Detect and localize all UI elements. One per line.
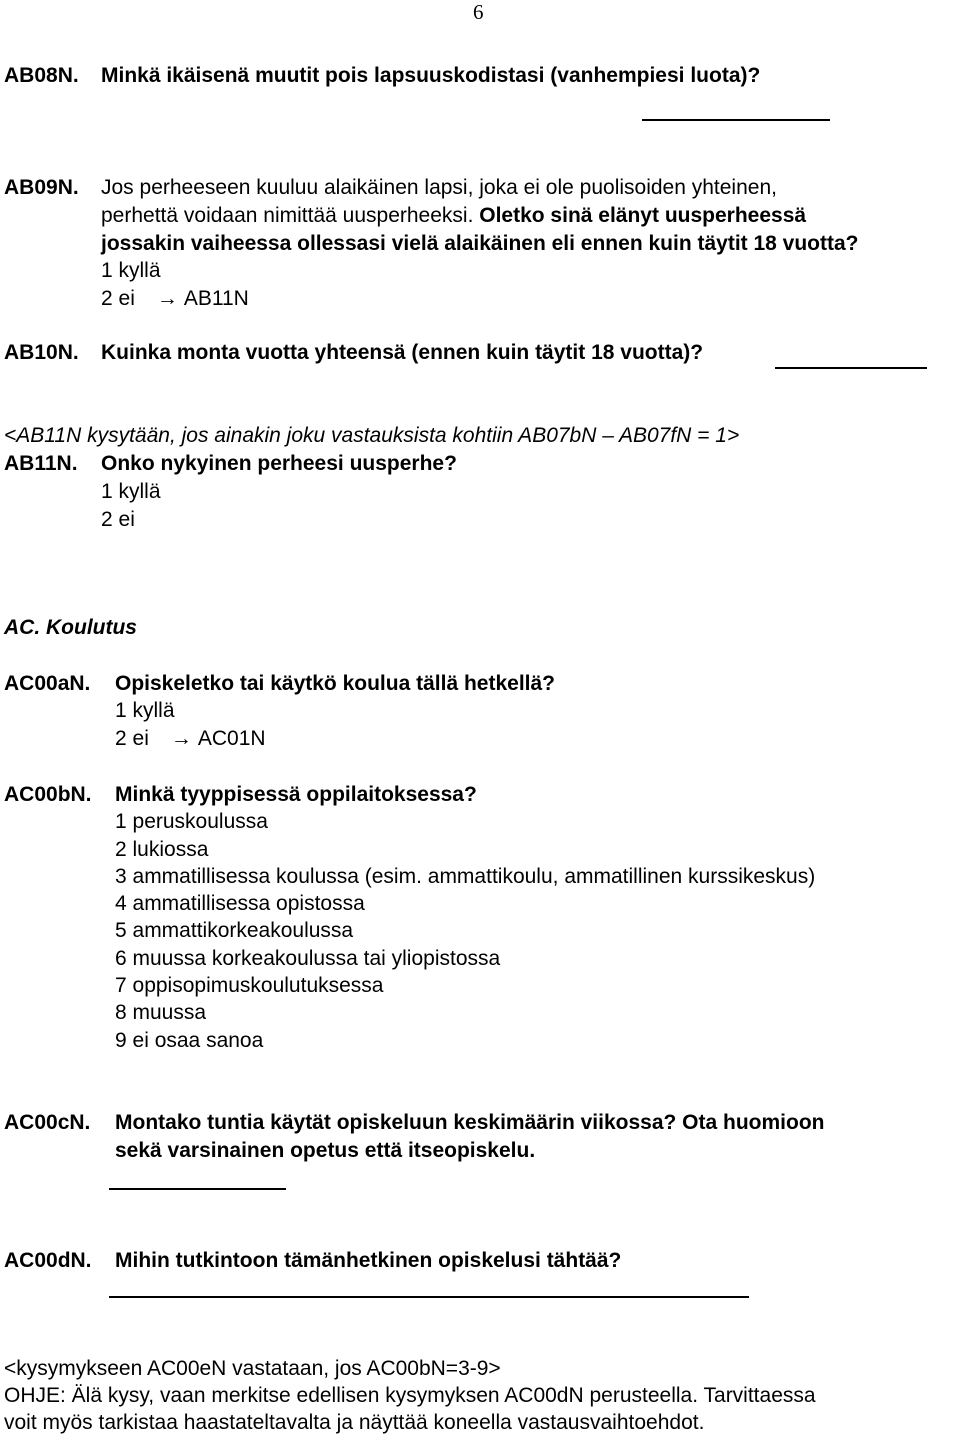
question-code: AC00cN. [4,1111,91,1134]
answer-blank-line [109,1296,749,1298]
question-code: AC00bN. [4,783,92,806]
answer-option: 1 kyllä [101,259,161,282]
question-intro-line [101,204,806,228]
arrow-right-icon: → [156,287,178,310]
question-code: AB08N. [4,64,79,87]
answer-option: 1 peruskoulussa [115,810,268,833]
answer-option: 6 muussa korkeakoulussa tai yliopistossa [115,947,501,970]
skip-target: AB11N [183,287,249,310]
answer-option-label: 2 ei [101,287,135,310]
routing-note: <AB11N kysytään, jos ainakin joku vastauksista kohtiin AB07bN – AB07fN = 1> [4,424,740,447]
answer-option: 3 ammatillisessa koulussa (esim. ammattikoulu, ammatillinen kurssikeskus) [115,865,816,888]
question-text: Minkä ikäisenä muutit pois lapsuuskodistasi (vanhempiesi luota)? [101,64,761,87]
question-text: sekä varsinainen opetus että itseopiskelu. [115,1139,536,1162]
answer-option [115,727,266,751]
routing-note: <kysymykseen AC00eN vastataan, jos AC00bN=3-9> [4,1357,501,1380]
answer-blank-line [109,1188,286,1190]
question-text: Montako tuntia käytät opiskeluun keskimäärin viikossa? Ota huomioon [115,1111,825,1134]
answer-option: 5 ammattikorkeakoulussa [115,919,354,942]
answer-option: 8 muussa [115,1001,207,1024]
answer-option: 1 kyllä [115,699,175,722]
question-code: AC00aN. [4,672,91,695]
answer-option: 1 kyllä [101,480,161,503]
question-code: AB10N. [4,341,79,364]
instruction-text: voit myös tarkistaa haastateltavalta ja näyttää koneella vastausvaihtoehdot. [4,1411,705,1434]
answer-option: 9 ei osaa sanoa [115,1029,264,1052]
section-heading: AC. Koulutus [4,616,137,639]
answer-option: 7 oppisopimuskoulutuksessa [115,974,384,997]
skip-target: AC01N [197,727,266,750]
question-text: Opiskeletko tai käytkö koulua tällä hetkellä? [115,672,555,695]
answer-option: 2 ei [101,508,135,531]
answer-option [101,287,249,311]
answer-blank-line [775,367,927,369]
page-number: 6 [473,0,484,24]
question-code: AB09N. [4,176,79,199]
instruction-text: OHJE: Älä kysy, vaan merkitse edellisen kysymyksen AC00dN perusteella. Tarvittaessa [4,1384,816,1407]
question-intro-text: perhettä voidaan nimittää uusperheeksi. [101,204,474,227]
answer-option-label: 2 ei [115,727,149,750]
question-text: Mihin tutkintoon tämänhetkinen opiskelusi tähtää? [115,1249,622,1272]
answer-option: 2 lukiossa [115,838,209,861]
question-text: Kuinka monta vuotta yhteensä (ennen kuin täytit 18 vuotta)? [101,341,704,364]
arrow-right-icon: → [170,727,192,750]
question-text: jossakin vaiheessa ollessasi vielä alaikäinen eli ennen kuin täytit 18 vuotta? [101,232,859,255]
question-code: AB11N. [4,452,78,475]
answer-blank-line [642,119,830,121]
answer-option: 4 ammatillisessa opistossa [115,892,365,915]
question-text: Onko nykyinen perheesi uusperhe? [101,452,457,475]
question-text: Minkä tyyppisessä oppilaitoksessa? [115,783,477,806]
question-code: AC00dN. [4,1249,92,1272]
question-text: Oletko sinä elänyt uusperheessä [479,204,807,227]
question-intro-line: Jos perheeseen kuuluu alaikäinen lapsi, joka ei ole puolisoiden yhteinen, [101,176,777,199]
